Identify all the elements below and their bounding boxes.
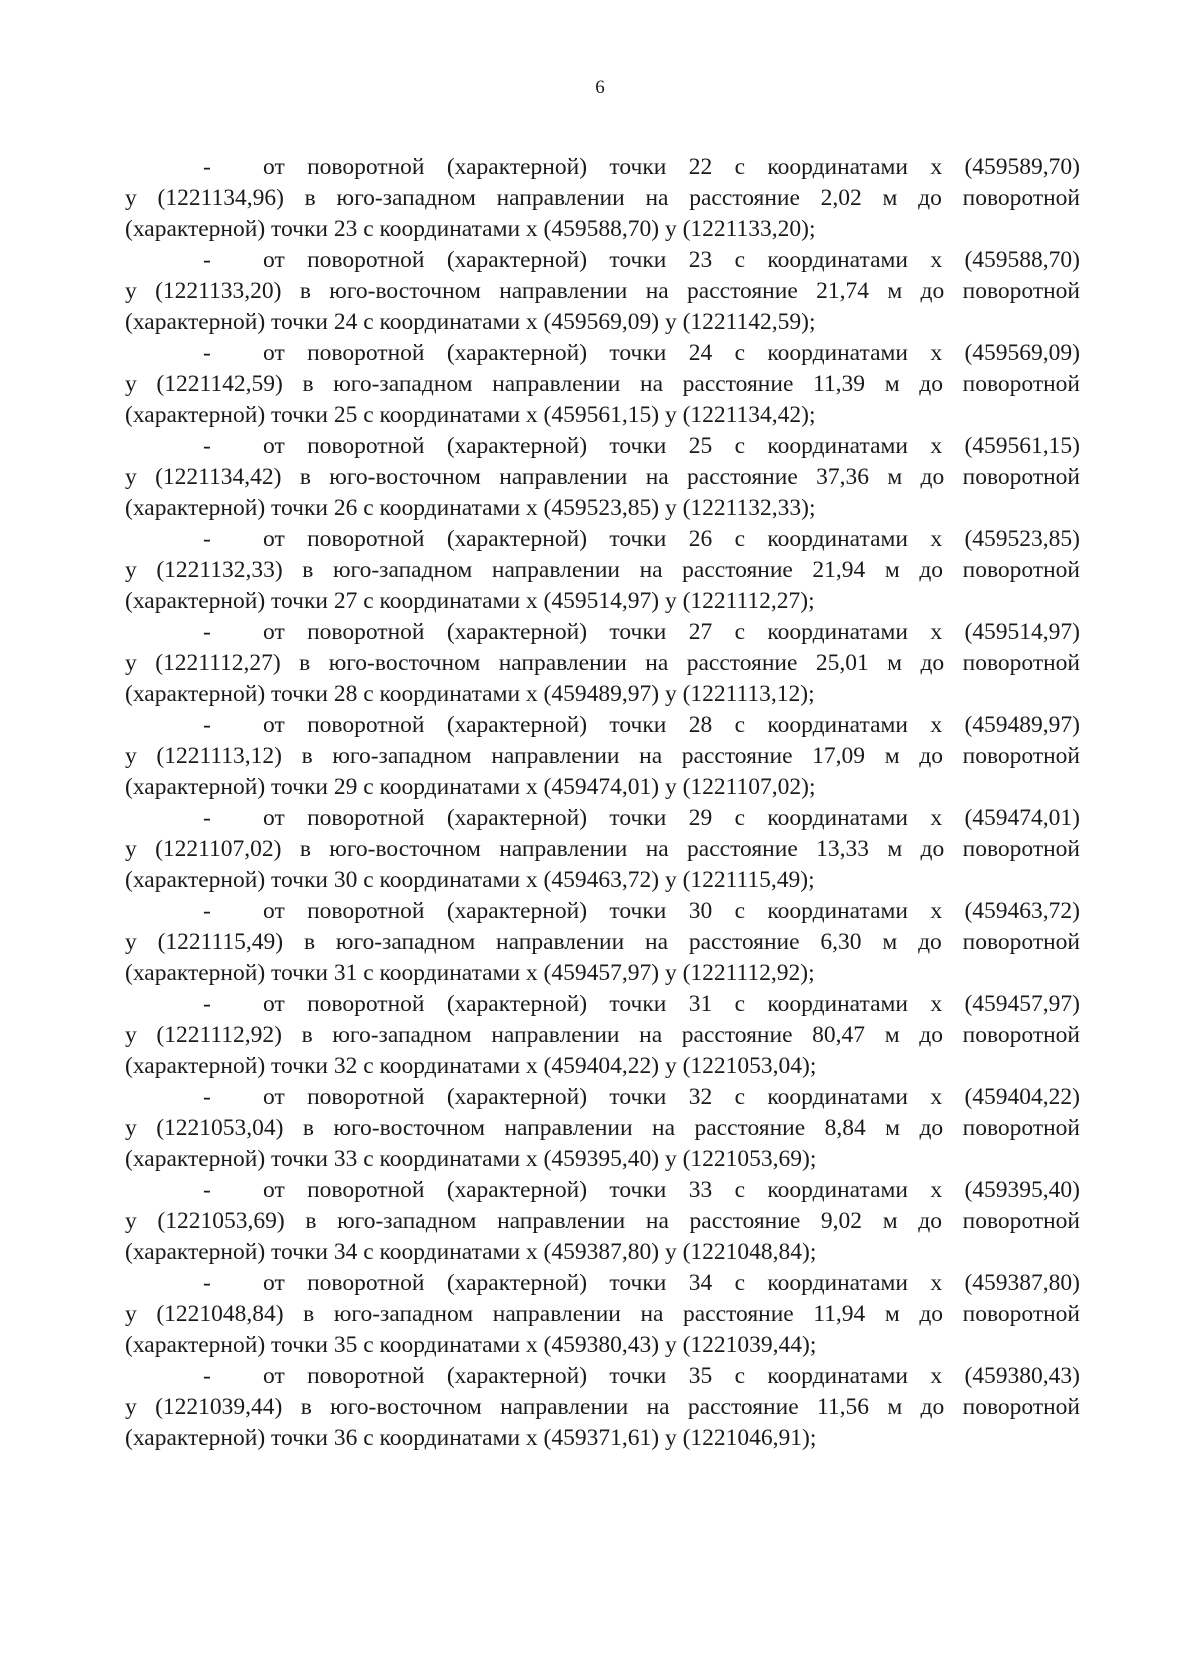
paragraph — [125, 152, 1080, 245]
list-dash: - — [203, 1363, 211, 1389]
paragraph — [125, 1268, 1080, 1361]
paragraph-line-1: от поворотной (характерной) точки 30 с координатами х (459463,72) — [263, 898, 1080, 924]
paragraph — [125, 803, 1080, 896]
paragraph-line-3: (характерной) точки 35 с координатами х (459380,43) у (1221039,44); — [125, 1332, 817, 1358]
paragraph-line-3: (характерной) точки 28 с координатами х (459489,97) у (1221113,12); — [125, 681, 815, 707]
paragraph — [125, 989, 1080, 1082]
paragraph-line-3: (характерной) точки 23 с координатами х (459588,70) у (1221133,20); — [125, 216, 816, 242]
paragraph-line-1: от поворотной (характерной) точки 32 с координатами х (459404,22) — [263, 1084, 1080, 1110]
paragraph-line-2: у (1221142,59) в юго-западном направлении на расстояние 11,39 м до поворотной — [125, 371, 1080, 397]
paragraph-line-3: (характерной) точки 27 с координатами х (459514,97) у (1221112,27); — [125, 588, 815, 614]
list-dash: - — [203, 340, 211, 366]
paragraph — [125, 1175, 1080, 1268]
list-dash: - — [203, 526, 211, 552]
list-dash: - — [203, 247, 211, 273]
paragraph-line-1: от поворотной (характерной) точки 28 с координатами х (459489,97) — [263, 712, 1080, 738]
paragraph — [125, 617, 1080, 710]
paragraph — [125, 1082, 1080, 1175]
paragraph-line-2: у (1221134,96) в юго-западном направлении на расстояние 2,02 м до поворотной — [125, 185, 1080, 211]
paragraph-line-1: от поворотной (характерной) точки 23 с координатами х (459588,70) — [263, 247, 1080, 273]
paragraph-line-3: (характерной) точки 32 с координатами х (459404,22) у (1221053,04); — [125, 1053, 817, 1079]
list-dash: - — [203, 619, 211, 645]
paragraph — [125, 710, 1080, 803]
paragraph — [125, 1361, 1080, 1454]
document-body — [125, 152, 1080, 1454]
list-dash: - — [203, 154, 211, 180]
list-dash: - — [203, 1084, 211, 1110]
paragraph-line-2: у (1221134,42) в юго-восточном направлении на расстояние 37,36 м до поворотной — [125, 464, 1080, 490]
paragraph-line-3: (характерной) точки 30 с координатами х (459463,72) у (1221115,49); — [125, 867, 815, 893]
page-number: 6 — [595, 77, 605, 98]
paragraph-line-2: у (1221115,49) в юго-западном направлении на расстояние 6,30 м до поворотной — [125, 929, 1080, 955]
paragraph-line-2: у (1221113,12) в юго-западном направлении на расстояние 17,09 м до поворотной — [125, 743, 1080, 769]
paragraph-line-2: у (1221112,27) в юго-восточном направлении на расстояние 25,01 м до поворотной — [125, 650, 1080, 676]
list-dash: - — [203, 1177, 211, 1203]
list-dash: - — [203, 1270, 211, 1296]
paragraph-line-2: у (1221053,04) в юго-восточном направлении на расстояние 8,84 м до поворотной — [125, 1115, 1080, 1141]
paragraph-line-2: у (1221132,33) в юго-западном направлении на расстояние 21,94 м до поворотной — [125, 557, 1080, 583]
paragraph-line-1: от поворотной (характерной) точки 26 с координатами х (459523,85) — [263, 526, 1080, 552]
paragraph — [125, 338, 1080, 431]
paragraph-line-1: от поворотной (характерной) точки 29 с координатами х (459474,01) — [263, 805, 1080, 831]
paragraph — [125, 431, 1080, 524]
paragraph-line-1: от поворотной (характерной) точки 33 с координатами х (459395,40) — [263, 1177, 1080, 1203]
paragraph-line-1: от поворотной (характерной) точки 35 с координатами х (459380,43) — [263, 1363, 1080, 1389]
paragraph-line-2: у (1221039,44) в юго-восточном направлении на расстояние 11,56 м до поворотной — [125, 1394, 1080, 1420]
list-dash: - — [203, 898, 211, 924]
paragraph — [125, 896, 1080, 989]
paragraph-line-1: от поворотной (характерной) точки 34 с координатами х (459387,80) — [263, 1270, 1080, 1296]
paragraph-line-1: от поворотной (характерной) точки 24 с координатами х (459569,09) — [263, 340, 1080, 366]
paragraph-line-1: от поворотной (характерной) точки 22 с координатами х (459589,70) — [263, 154, 1080, 180]
paragraph-line-3: (характерной) точки 33 с координатами х (459395,40) у (1221053,69); — [125, 1146, 817, 1172]
paragraph-line-1: от поворотной (характерной) точки 31 с координатами х (459457,97) — [263, 991, 1080, 1017]
paragraph-line-3: (характерной) точки 24 с координатами х (459569,09) у (1221142,59); — [125, 309, 816, 335]
paragraph-line-2: у (1221053,69) в юго-западном направлении на расстояние 9,02 м до поворотной — [125, 1208, 1080, 1234]
list-dash: - — [203, 805, 211, 831]
list-dash: - — [203, 433, 211, 459]
paragraph-line-3: (характерной) точки 34 с координатами х (459387,80) у (1221048,84); — [125, 1239, 817, 1265]
paragraph-line-2: у (1221112,92) в юго-западном направлении на расстояние 80,47 м до поворотной — [125, 1022, 1080, 1048]
paragraph-line-3: (характерной) точки 36 с координатами х (459371,61) у (1221046,91); — [125, 1425, 817, 1451]
paragraph-line-3: (характерной) точки 25 с координатами х (459561,15) у (1221134,42); — [125, 402, 816, 428]
paragraph-line-3: (характерной) точки 26 с координатами х (459523,85) у (1221132,33); — [125, 495, 816, 521]
paragraph-line-2: у (1221107,02) в юго-восточном направлении на расстояние 13,33 м до поворотной — [125, 836, 1080, 862]
paragraph — [125, 524, 1080, 617]
paragraph — [125, 245, 1080, 338]
paragraph-line-2: у (1221133,20) в юго-восточном направлении на расстояние 21,74 м до поворотной — [125, 278, 1080, 304]
paragraph-line-1: от поворотной (характерной) точки 25 с координатами х (459561,15) — [263, 433, 1080, 459]
paragraph-line-3: (характерной) точки 31 с координатами х (459457,97) у (1221112,92); — [125, 960, 815, 986]
paragraph-line-3: (характерной) точки 29 с координатами х (459474,01) у (1221107,02); — [125, 774, 816, 800]
paragraph-line-1: от поворотной (характерной) точки 27 с координатами х (459514,97) — [263, 619, 1080, 645]
paragraph-line-2: у (1221048,84) в юго-западном направлении на расстояние 11,94 м до поворотной — [125, 1301, 1080, 1327]
list-dash: - — [203, 991, 211, 1017]
list-dash: - — [203, 712, 211, 738]
